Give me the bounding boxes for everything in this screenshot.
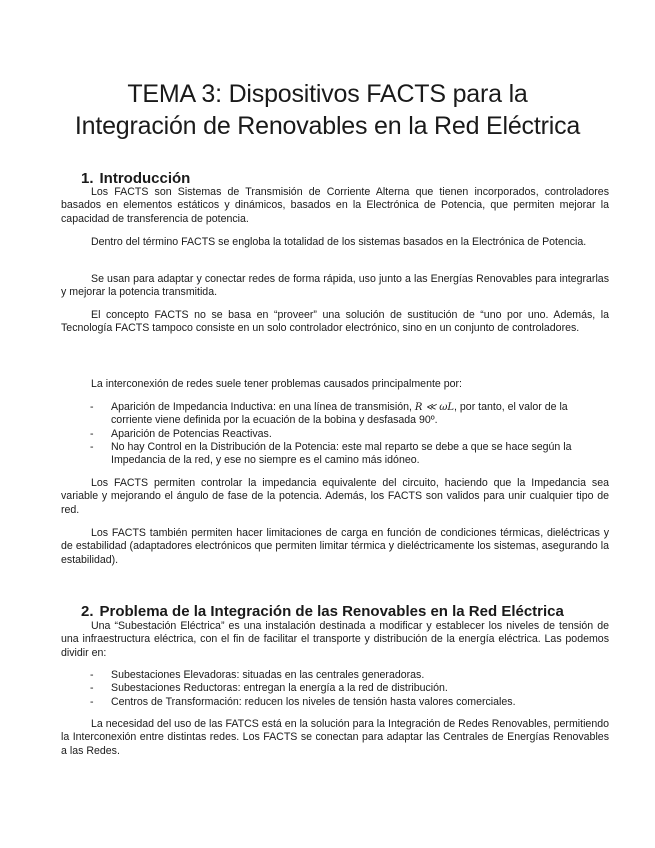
list-item-text: Subestaciones Elevadoras: situadas en las centrales generadoras. bbox=[111, 669, 425, 681]
section-1-paragraph-1: Los FACTS son Sistemas de Transmisión de Corriente Alterna que tienen incorporados, controladores basados en elementos estáticos y dinámicos, basados en la Electrónica de Potencia, que permiten mejorar la capacidad de transferencia de potencia. bbox=[61, 186, 609, 225]
section-1-paragraph-7: Los FACTS también permiten hacer limitaciones de carga en función de condiciones térmicas, dieléctricas y de estabilidad (adaptadores electrónicos que permiten limitar térmica y dieléctricamente los sistemas, asegurando la estabilidad). bbox=[61, 527, 609, 566]
list-dash: - bbox=[90, 401, 94, 413]
title-line-1: TEMA 3: Dispositivos FACTS para la bbox=[127, 80, 528, 108]
list-dash: - bbox=[90, 669, 94, 681]
section-1-number: 1. bbox=[81, 170, 94, 187]
list-item bbox=[90, 401, 609, 428]
list-item bbox=[90, 428, 609, 441]
section-2-title: Problema de la Integración de las Renovables en la Red Eléctrica bbox=[99, 603, 564, 620]
list-item bbox=[90, 696, 609, 709]
title-line-2: Integración de Renovables en la Red Eléctrica bbox=[74, 112, 581, 140]
section-1-title: Introducción bbox=[99, 170, 191, 187]
section-2-number: 2. bbox=[81, 603, 94, 620]
section-1-paragraph-2: Dentro del término FACTS se engloba la totalidad de los sistemas basados en la Electrónica de Potencia. bbox=[91, 236, 587, 248]
document-title bbox=[30, 78, 625, 142]
section-1-paragraph-3: Se usan para adaptar y conectar redes de forma rápida, uso junto a las Energías Renovables para integrarlas y mejorar la potencia transmitida. bbox=[61, 273, 609, 299]
section-2-substation-list bbox=[90, 669, 609, 709]
list-item-text: No hay Control en la Distribución de la Potencia: este mal reparto se debe a que se hace según la Impedancia de la red, y ese no siempre es el camino más idóneo. bbox=[111, 440, 572, 467]
section-1-problem-list bbox=[90, 401, 609, 467]
list-item-text: Subestaciones Reductoras: entregan la energía a la red de distribución. bbox=[111, 682, 448, 695]
list-item bbox=[90, 682, 609, 695]
list-item-text: Centros de Transformación: reducen los niveles de tensión hasta valores comerciales. bbox=[111, 695, 516, 708]
list-item-text: Aparición de Potencias Reactivas. bbox=[111, 427, 272, 440]
inequality-formula: R ≪ ωL bbox=[414, 402, 455, 413]
list-item bbox=[90, 669, 609, 682]
section-1-paragraph-4: El concepto FACTS no se basa en “proveer” una solución de sustitución de “uno por uno. Además, la Tecnología FACTS tampoco consiste en un solo controlador electrónico, sino en un conjunto de controladores. bbox=[61, 309, 609, 335]
list-dash: - bbox=[90, 440, 94, 453]
list-dash: - bbox=[90, 695, 94, 708]
list-dash: - bbox=[90, 427, 94, 440]
section-2-paragraph-1: Una “Subestación Eléctrica” es una instalación destinada a modificar y establecer los niveles de tensión de una infraestructura eléctrica, con el fin de facilitar el transporte y distribución de la energía eléctrica. Las podemos dividir en: bbox=[61, 620, 609, 659]
list-item-text-end: , por tanto, el valor de la corriente viene definida por la ecuación de la bobina y desfasada 90º. bbox=[111, 401, 568, 427]
section-1-paragraph-5: La interconexión de redes suele tener problemas causados principalmente por: bbox=[91, 378, 463, 390]
list-item bbox=[90, 441, 609, 468]
section-2-heading bbox=[81, 603, 564, 621]
section-1-paragraph-6: Los FACTS permiten controlar la impedancia equivalente del circuito, haciendo que la Impedancia sea variable y mejorando el ángulo de fase de la potencia. Además, los FACTS son validos para unir cualquier tipo de red. bbox=[61, 477, 609, 516]
list-dash: - bbox=[90, 682, 94, 695]
list-item-text-start: Aparición de Impedancia Inductiva: en una línea de transmisión, bbox=[111, 401, 415, 413]
section-2-paragraph-2: La necesidad del uso de las FATCS está en la solución para la Integración de Redes Renovables, permitiendo la Interconexión entre distintas redes. Los FACTS se conectan para adaptar las Centrales de Energías Renovables a las Redes. bbox=[61, 718, 609, 757]
